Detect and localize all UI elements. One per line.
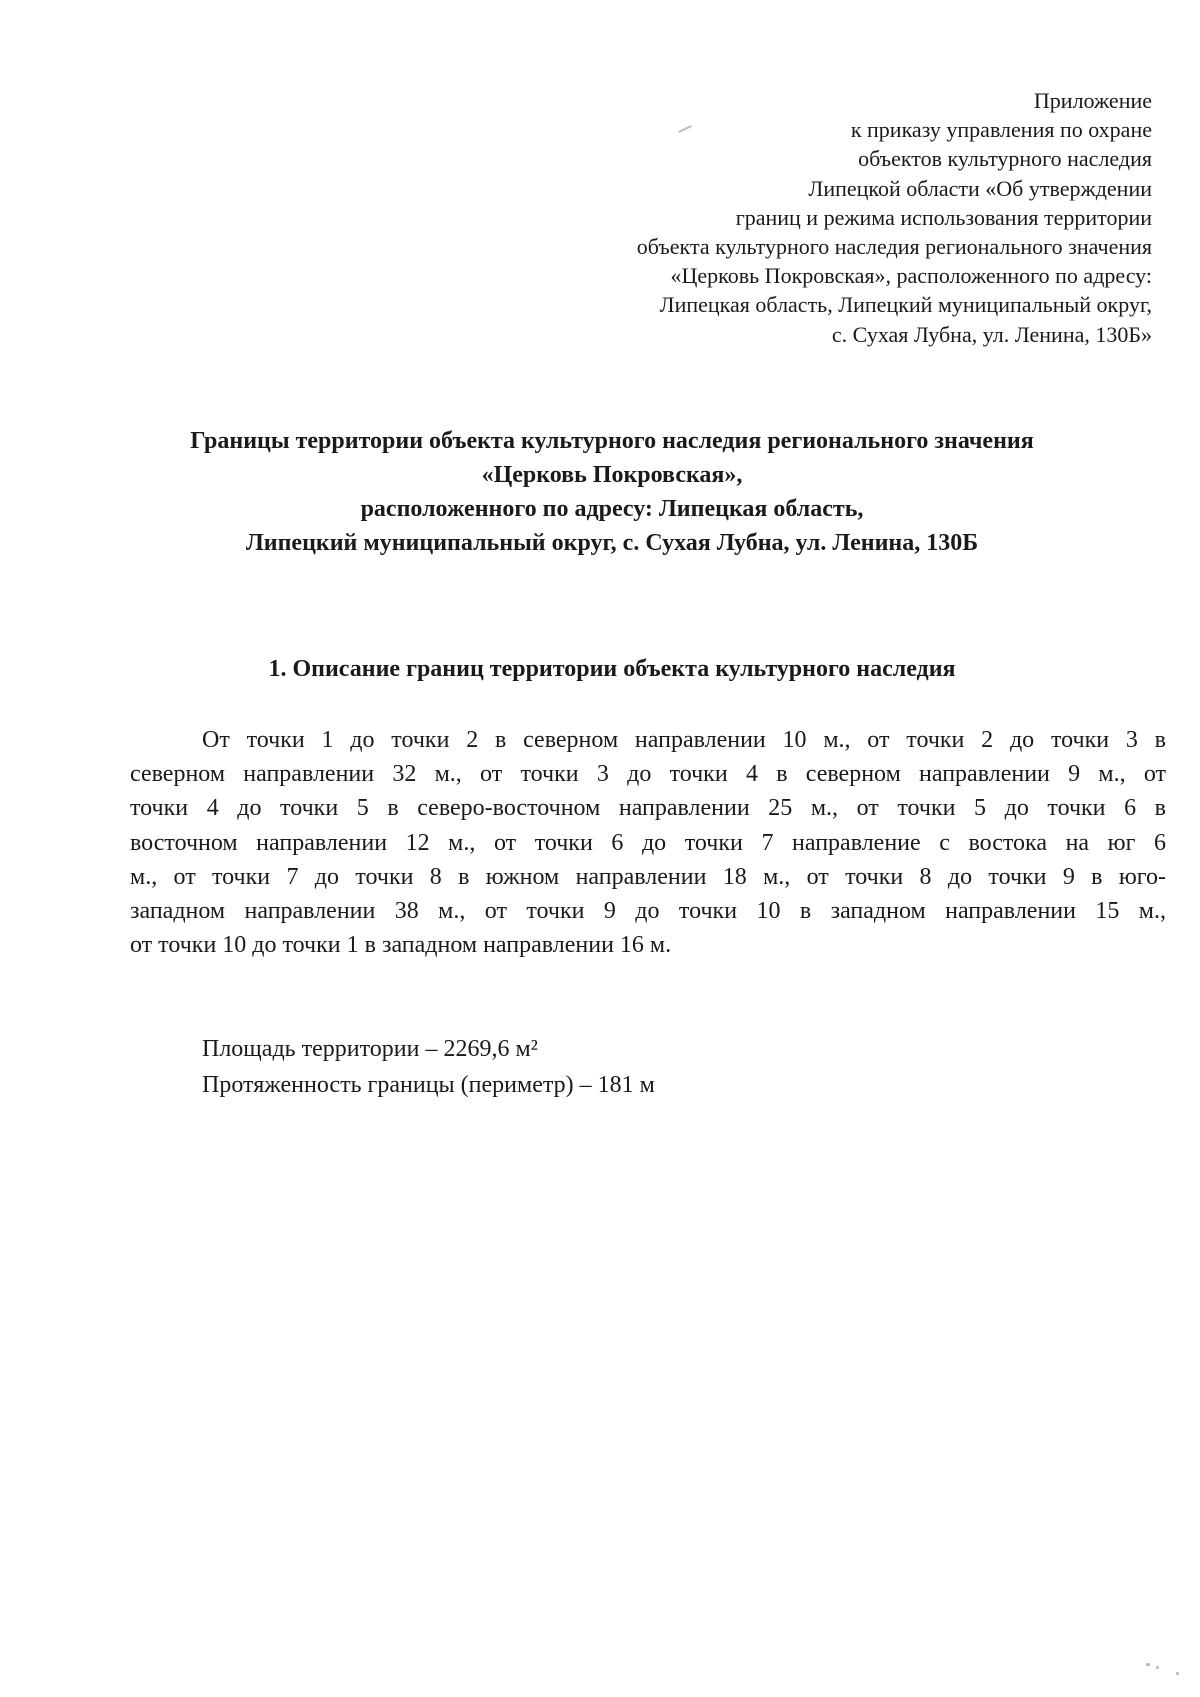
title-line: Липецкий муниципальный округ, с. Сухая Лубна, ул. Ленина, 130Б [245,530,979,556]
section-heading: 1. Описание границ территории объекта культурного наследия [268,656,956,682]
territory-stats [202,1031,655,1103]
document-title [112,424,1112,560]
title-line: расположенного по адресу: Липецкая область, [360,496,864,522]
appendix-line: Приложение [1033,88,1152,113]
appendix-line: с. Сухая Лубна, ул. Ленина, 130Б» [831,321,1152,347]
appendix-line: Липецкой области «Об утверждении [808,175,1152,201]
description-line: восточном направлении 12 м., от точки 6 до точки 7 направление с востока на юг 6 [130,829,1166,856]
appendix-line: «Церковь Покровская», расположенного по адресу: [670,263,1152,289]
appendix-line: к приказу управления по охране [850,117,1152,143]
appendix-line: Липецкая область, Липецкий муниципальный округ, [659,292,1152,318]
appendix-note [532,86,1152,349]
appendix-line: объектов культурного наследия [858,146,1152,172]
boundary-description [130,723,1166,962]
description-line: от точки 10 до точки 1 в западном направлении 16 м. [130,932,672,959]
description-line: северном направлении 32 м., от точки 3 до точки 4 в северном направлении 9 м., от [130,761,1166,788]
description-line: м., от точки 7 до точки 8 в южном направлении 18 м., от точки 8 до точки 9 в юго- [130,863,1166,890]
scan-artifact [1176,1672,1179,1675]
description-line: От точки 1 до точки 2 в северном направлении 10 м., от точки 2 до точки 3 в [202,727,1166,753]
title-line: Границы территории объекта культурного наследия регионального значения [190,428,1034,454]
appendix-line: границ и режима использования территории [735,204,1152,230]
description-line: западном направлении 38 м., от точки 9 до точки 10 в западном направлении 15 м., [130,898,1166,925]
territory-area: Площадь территории – 2269,6 м² [202,1036,538,1062]
appendix-line: объекта культурного наследия регионального значения [636,234,1152,260]
scan-artifact [1156,1666,1159,1669]
description-line: точки 4 до точки 5 в северо-восточном направлении 25 м., от точки 5 до точки 6 в [130,795,1166,822]
territory-perimeter: Протяженность границы (периметр) – 181 м [202,1072,655,1098]
title-line: «Церковь Покровская», [481,462,743,488]
scan-artifact [1146,1663,1150,1666]
